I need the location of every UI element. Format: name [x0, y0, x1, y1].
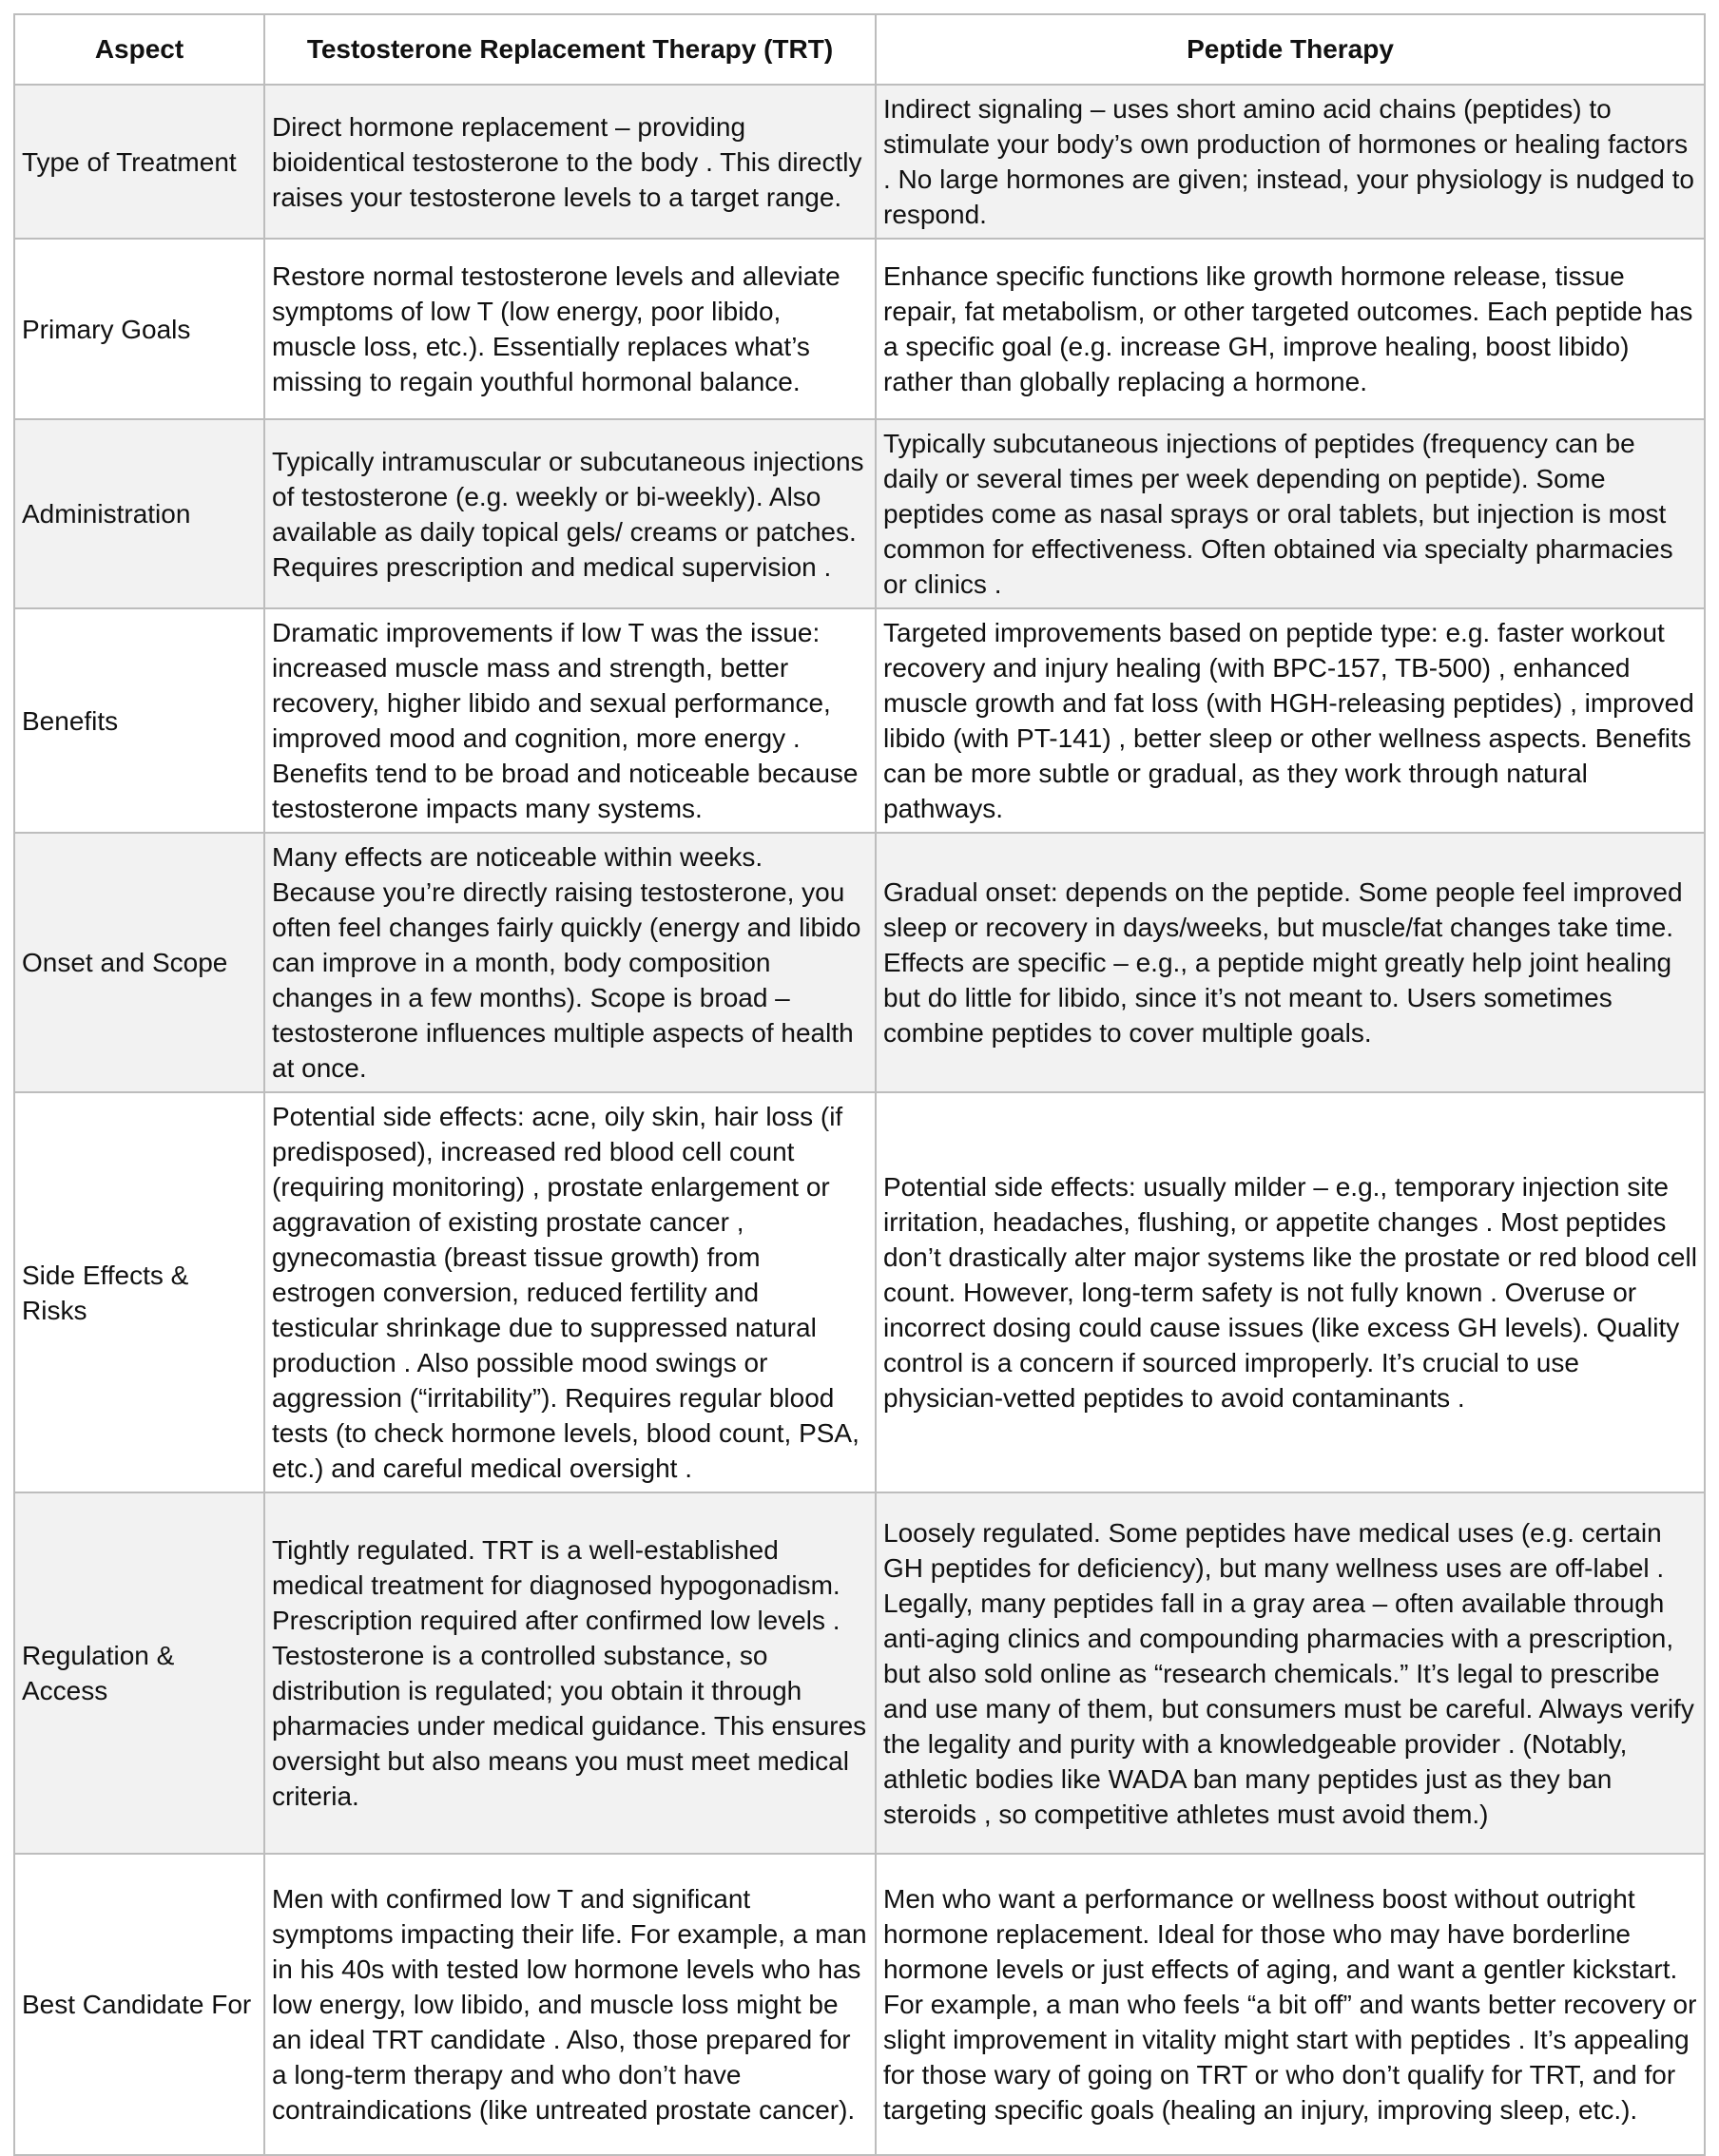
comparison-table-container: [13, 13, 1704, 2156]
trt-cell: Restore normal testosterone levels and alleviate symptoms of low T (low energy, poor libido, muscle loss, etc.). Essentially replaces what’s missing to regain youthful hormonal balance.: [264, 239, 876, 419]
trt-cell: Many effects are noticeable within weeks. Because you’re directly raising testosterone, you often feel changes fairly quickly (energy and libido can improve in a month, body composition changes in a few months). Scope is broad – testosterone influences multiple aspects of health at once.: [264, 833, 876, 1092]
aspect-cell: Best Candidate For: [14, 1854, 264, 2155]
peptide-cell: Gradual onset: depends on the peptide. Some people feel improved sleep or recovery in days/weeks, but muscle/fat changes take time. Effects are specific – e.g., a peptide might greatly help joint healing but do little for libido, since it’s not meant to. Users sometimes combine peptides to cover multiple goals.: [876, 833, 1705, 1092]
aspect-cell: Benefits: [14, 608, 264, 833]
peptide-cell: Indirect signaling – uses short amino acid chains (peptides) to stimulate your body’s own production of hormones or healing factors . No large hormones are given; instead, your physiology is nudged to respond.: [876, 85, 1705, 239]
header-trt: Testosterone Replacement Therapy (TRT): [264, 14, 876, 85]
aspect-cell: Regulation & Access: [14, 1492, 264, 1854]
header-peptide: Peptide Therapy: [876, 14, 1705, 85]
peptide-cell: Typically subcutaneous injections of peptides (frequency can be daily or several times per week depending on peptide). Some peptides come as nasal sprays or oral tablets, but injection is most common for effectiveness. Often obtained via specialty pharmacies or clinics .: [876, 419, 1705, 608]
peptide-cell: Potential side effects: usually milder – e.g., temporary injection site irritation, headaches, flushing, or appetite changes . Most peptides don’t drastically alter major systems like the prostate or red blood cell count. However, long-term safety is not fully known . Overuse or incorrect dosing could cause issues (like excess GH levels). Quality control is a concern if sourced improperly. It’s crucial to use physician-vetted peptides to avoid contaminants .: [876, 1092, 1705, 1492]
trt-cell: Tightly regulated. TRT is a well-established medical treatment for diagnosed hypogonadism. Prescription required after confirmed low levels . Testosterone is a controlled substance, so distribution is regulated; you obtain it through pharmacies under medical guidance. This ensures oversight but also means you must meet medical criteria.: [264, 1492, 876, 1854]
table-row: [14, 85, 1705, 239]
aspect-cell: Onset and Scope: [14, 833, 264, 1092]
peptide-cell: Targeted improvements based on peptide type: e.g. faster workout recovery and injury healing (with BPC-157, TB-500) , enhanced muscle growth and fat loss (with HGH-releasing peptides) , improved libido (with PT-141) , better sleep or other wellness aspects. Benefits can be more subtle or gradual, as they work through natural pathways.: [876, 608, 1705, 833]
table-row: [14, 1092, 1705, 1492]
trt-cell: Direct hormone replacement – providing bioidentical testosterone to the body . This directly raises your testosterone levels to a target range.: [264, 85, 876, 239]
trt-cell: Dramatic improvements if low T was the issue: increased muscle mass and strength, better recovery, higher libido and sexual performance, improved mood and cognition, more energy . Benefits tend to be broad and noticeable because testosterone impacts many systems.: [264, 608, 876, 833]
peptide-cell: Enhance specific functions like growth hormone release, tissue repair, fat metabolism, or other targeted outcomes. Each peptide has a specific goal (e.g. increase GH, improve healing, boost libido) rather than globally replacing a hormone.: [876, 239, 1705, 419]
table-row: [14, 608, 1705, 833]
table-row: [14, 419, 1705, 608]
table-header: [14, 14, 1705, 85]
aspect-cell: Administration: [14, 419, 264, 608]
table-body: [14, 85, 1705, 2155]
table-row: [14, 239, 1705, 419]
peptide-cell: Men who want a performance or wellness boost without outright hormone replacement. Ideal for those who may have borderline hormone levels or just effects of aging, and want a gentler kickstart. For example, a man who feels “a bit off” and wants better recovery or slight improvement in vitality might start with peptides . It’s appealing for those wary of going on TRT or who don’t qualify for TRT, and for targeting specific goals (healing an injury, improving sleep, etc.).: [876, 1854, 1705, 2155]
table-row: [14, 1492, 1705, 1854]
trt-cell: Men with confirmed low T and significant symptoms impacting their life. For example, a man in his 40s with tested low hormone levels who has low energy, low libido, and muscle loss might be an ideal TRT candidate . Also, those prepared for a long-term therapy and who don’t have contraindications (like untreated prostate cancer).: [264, 1854, 876, 2155]
table-row: [14, 1854, 1705, 2155]
comparison-table: [13, 13, 1706, 2156]
trt-cell: Potential side effects: acne, oily skin, hair loss (if predisposed), increased red blood cell count (requiring monitoring) , prostate enlargement or aggravation of existing prostate cancer , gynecomastia (breast tissue growth) from estrogen conversion, reduced fertility and testicular shrinkage due to suppressed natural production . Also possible mood swings or aggression (“irritability”). Requires regular blood tests (to check hormone levels, blood count, PSA, etc.) and careful medical oversight .: [264, 1092, 876, 1492]
header-aspect: Aspect: [14, 14, 264, 85]
peptide-cell: Loosely regulated. Some peptides have medical uses (e.g. certain GH peptides for deficiency), but many wellness uses are off-label . Legally, many peptides fall in a gray area – often available through anti-aging clinics and compounding pharmacies with a prescription, but also sold online as “research chemicals.” It’s legal to prescribe and use many of them, but consumers must be careful. Always verify the legality and purity with a knowledgeable provider . (Notably, athletic bodies like WADA ban many peptides just as they ban steroids , so competitive athletes must avoid them.): [876, 1492, 1705, 1854]
table-row: [14, 833, 1705, 1092]
aspect-cell: Side Effects & Risks: [14, 1092, 264, 1492]
header-row: [14, 14, 1705, 85]
aspect-cell: Type of Treatment: [14, 85, 264, 239]
aspect-cell: Primary Goals: [14, 239, 264, 419]
trt-cell: Typically intramuscular or subcutaneous injections of testosterone (e.g. weekly or bi-weekly). Also available as daily topical gels/ creams or patches. Requires prescription and medical supervision .: [264, 419, 876, 608]
